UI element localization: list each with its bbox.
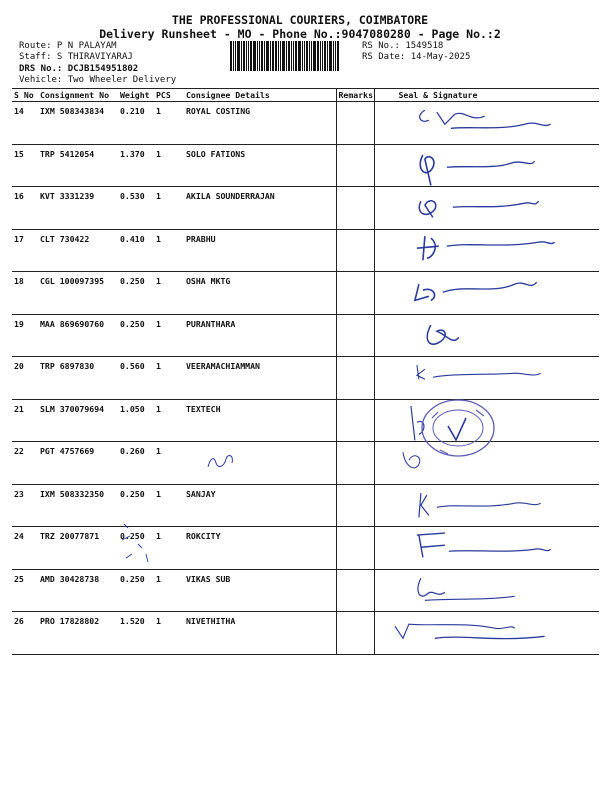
signature-cell — [374, 612, 599, 655]
cell-sno: 25 — [12, 569, 38, 612]
textech-seal-stamp — [418, 396, 498, 460]
barcode-bar — [309, 41, 310, 71]
cell-remarks — [336, 612, 374, 655]
table-row — [12, 272, 599, 315]
cell-remarks — [336, 357, 374, 400]
cell-consignee: VEERAMACHIAMMAN — [184, 357, 336, 400]
cell-consignment: CLT 730422 — [38, 229, 118, 272]
barcode-bar — [295, 41, 297, 71]
cell-weight: 1.370 — [118, 144, 154, 187]
stray-ink-dots — [118, 514, 168, 574]
table-row — [12, 314, 599, 357]
table-row — [12, 187, 599, 230]
table-row — [12, 612, 599, 655]
barcode-bar — [275, 41, 277, 71]
cell-consignment: TRP 5412054 — [38, 144, 118, 187]
rs-date: RS Date: 14-May-2025 — [362, 52, 471, 62]
table-row — [12, 442, 599, 485]
barcode-bar — [329, 41, 332, 71]
barcode-bar — [257, 41, 258, 71]
handwritten-signature — [375, 102, 600, 144]
col-seal: Seal & Signature — [374, 89, 599, 102]
cell-remarks — [336, 442, 374, 485]
barcode-bar — [306, 41, 308, 71]
barcode-bar — [302, 41, 303, 71]
table-row — [12, 144, 599, 187]
barcode-bar — [288, 41, 290, 71]
barcode-bar — [235, 41, 236, 71]
signature-cell — [374, 357, 599, 400]
stray-pen-mark — [200, 445, 240, 473]
barcode-bar — [248, 41, 249, 71]
barcode-bar — [298, 41, 301, 71]
cell-weight: 1.050 — [118, 399, 154, 442]
cell-weight: 1.520 — [118, 612, 154, 655]
cell-consignee: SOLO FATIONS — [184, 144, 336, 187]
cell-pcs: 1 — [154, 357, 184, 400]
signature-cell — [374, 229, 599, 272]
cell-sno: 16 — [12, 187, 38, 230]
cell-sno: 14 — [12, 102, 38, 145]
cell-remarks — [336, 102, 374, 145]
cell-pcs: 1 — [154, 484, 184, 527]
barcode-bar — [320, 41, 321, 71]
table-row — [12, 484, 599, 527]
cell-remarks — [336, 144, 374, 187]
cell-weight: 0.250 — [118, 314, 154, 357]
barcode-bar — [286, 41, 287, 71]
runsheet-table — [12, 88, 599, 655]
signature-cell — [374, 527, 599, 570]
cell-consignment: IXM 508343834 — [38, 102, 118, 145]
barcode-bar — [291, 41, 292, 71]
handwritten-signature — [375, 230, 600, 272]
cell-pcs: 1 — [154, 229, 184, 272]
barcode-bar — [266, 41, 269, 71]
barcode-bar — [311, 41, 312, 71]
barcode-bar — [280, 41, 281, 71]
barcode-bar — [264, 41, 265, 71]
table-row — [12, 102, 599, 145]
cell-remarks — [336, 187, 374, 230]
cell-remarks — [336, 399, 374, 442]
cell-consignment: KVT 3331239 — [38, 187, 118, 230]
cell-consignment: MAA 869690760 — [38, 314, 118, 357]
barcode-bar — [270, 41, 271, 71]
cell-pcs: 1 — [154, 442, 184, 485]
cell-sno: 17 — [12, 229, 38, 272]
cell-pcs: 1 — [154, 612, 184, 655]
cell-consignment: PGT 4757669 — [38, 442, 118, 485]
handwritten-signature — [375, 612, 600, 654]
table-row — [12, 357, 599, 400]
cell-sno: 20 — [12, 357, 38, 400]
cell-weight: 0.250 — [118, 569, 154, 612]
col-consignment: Consignment No — [38, 89, 118, 102]
cell-consignment: CGL 100097395 — [38, 272, 118, 315]
barcode-bar — [278, 41, 279, 71]
cell-consignee: TEXTECH — [184, 399, 336, 442]
barcode-bar — [250, 41, 252, 71]
barcode-bar — [304, 41, 305, 71]
table-row — [12, 527, 599, 570]
cell-consignee: NIVETHITHA — [184, 612, 336, 655]
cell-sno: 22 — [12, 442, 38, 485]
cell-pcs: 1 — [154, 569, 184, 612]
barcode — [230, 41, 356, 71]
cell-weight: 0.260 — [118, 442, 154, 485]
barcode-bar — [230, 41, 232, 71]
signature-cell — [374, 144, 599, 187]
cell-remarks — [336, 314, 374, 357]
handwritten-signature — [375, 570, 600, 612]
handwritten-signature — [375, 315, 600, 357]
cell-consignee: OSHA MKTG — [184, 272, 336, 315]
cell-pcs: 1 — [154, 527, 184, 570]
handwritten-signature — [375, 485, 600, 527]
barcode-bar — [327, 41, 328, 71]
barcode-bar — [259, 41, 260, 71]
barcode-bar — [313, 41, 316, 71]
cell-weight: 0.410 — [118, 229, 154, 272]
col-remarks: Remarks — [336, 89, 374, 102]
barcode-bar — [272, 41, 274, 71]
rs-number: RS No.: 1549518 — [362, 41, 444, 51]
cell-consignment: IXM 508332350 — [38, 484, 118, 527]
staff-label: Staff: S THIRAVIYARAJ — [19, 52, 133, 62]
barcode-bar — [237, 41, 240, 71]
cell-pcs: 1 — [154, 314, 184, 357]
handwritten-signature — [375, 272, 600, 314]
drs-number: DRS No.: DCJB154951802 — [19, 64, 139, 74]
cell-remarks — [336, 569, 374, 612]
cell-remarks — [336, 527, 374, 570]
barcode-bar — [322, 41, 323, 71]
barcode-bar — [261, 41, 263, 71]
barcode-bar — [253, 41, 256, 71]
barcode-bar — [324, 41, 326, 71]
signature-cell — [374, 272, 599, 315]
cell-weight: 0.210 — [118, 102, 154, 145]
signature-cell — [374, 187, 599, 230]
cell-consignment: PRO 17828802 — [38, 612, 118, 655]
barcode-bar — [282, 41, 285, 71]
cell-sno: 26 — [12, 612, 38, 655]
runsheet-subtitle: Delivery Runsheet - MO - Phone No.:9047080280 - Page No.:2 — [99, 27, 501, 41]
barcode-bar — [333, 41, 334, 71]
table-row — [12, 399, 599, 442]
signature-cell — [374, 314, 599, 357]
barcode-bar — [335, 41, 336, 71]
signature-cell — [374, 569, 599, 612]
cell-weight: 0.250 — [118, 484, 154, 527]
table-header-row — [12, 89, 599, 102]
col-sno: S No — [12, 89, 38, 102]
col-weight: Weight — [118, 89, 154, 102]
col-pcs: PCS — [154, 89, 184, 102]
barcode-bar — [241, 41, 242, 71]
vehicle-label: Vehicle: Two Wheeler Delivery — [19, 75, 177, 85]
cell-weight: 0.560 — [118, 357, 154, 400]
cell-consignee: SANJAY — [184, 484, 336, 527]
handwritten-signature — [375, 527, 600, 569]
signature-cell — [374, 102, 599, 145]
signature-cell — [374, 484, 599, 527]
barcode-bar — [293, 41, 294, 71]
cell-weight: 0.250 — [118, 527, 154, 570]
cell-pcs: 1 — [154, 399, 184, 442]
cell-consignee: AKILA SOUNDERRAJAN — [184, 187, 336, 230]
cell-consignee: ROKCITY — [184, 527, 336, 570]
barcode-bar — [246, 41, 247, 71]
cell-consignment: TRP 6897830 — [38, 357, 118, 400]
handwritten-signature — [375, 145, 600, 187]
col-consignee: Consignee Details — [184, 89, 336, 102]
cell-consignee: ROYAL COSTING — [184, 102, 336, 145]
cell-sno: 15 — [12, 144, 38, 187]
company-title: THE PROFESSIONAL COURIERS, COIMBATORE — [171, 13, 429, 27]
table-row — [12, 229, 599, 272]
cell-consignment: SLM 370079694 — [38, 399, 118, 442]
route-label: Route: P N PALAYAM — [19, 41, 117, 51]
cell-sno: 18 — [12, 272, 38, 315]
cell-remarks — [336, 229, 374, 272]
cell-pcs: 1 — [154, 102, 184, 145]
cell-consignee: PURANTHARA — [184, 314, 336, 357]
cell-sno: 24 — [12, 527, 38, 570]
table-row — [12, 569, 599, 612]
cell-consignment: TRZ 20077871 — [38, 527, 118, 570]
barcode-bar — [243, 41, 245, 71]
barcode-bar — [337, 41, 339, 71]
barcode-bar — [317, 41, 319, 71]
cell-sno: 21 — [12, 399, 38, 442]
handwritten-signature — [375, 187, 600, 229]
cell-consignee: VIKAS SUB — [184, 569, 336, 612]
handwritten-signature — [375, 357, 600, 399]
cell-weight: 0.250 — [118, 272, 154, 315]
cell-consignee: PRABHU — [184, 229, 336, 272]
cell-remarks — [336, 272, 374, 315]
cell-pcs: 1 — [154, 144, 184, 187]
cell-sno: 19 — [12, 314, 38, 357]
cell-pcs: 1 — [154, 272, 184, 315]
cell-consignment: AMD 30428738 — [38, 569, 118, 612]
cell-sno: 23 — [12, 484, 38, 527]
cell-pcs: 1 — [154, 187, 184, 230]
cell-weight: 0.530 — [118, 187, 154, 230]
cell-remarks — [336, 484, 374, 527]
barcode-bar — [233, 41, 234, 71]
